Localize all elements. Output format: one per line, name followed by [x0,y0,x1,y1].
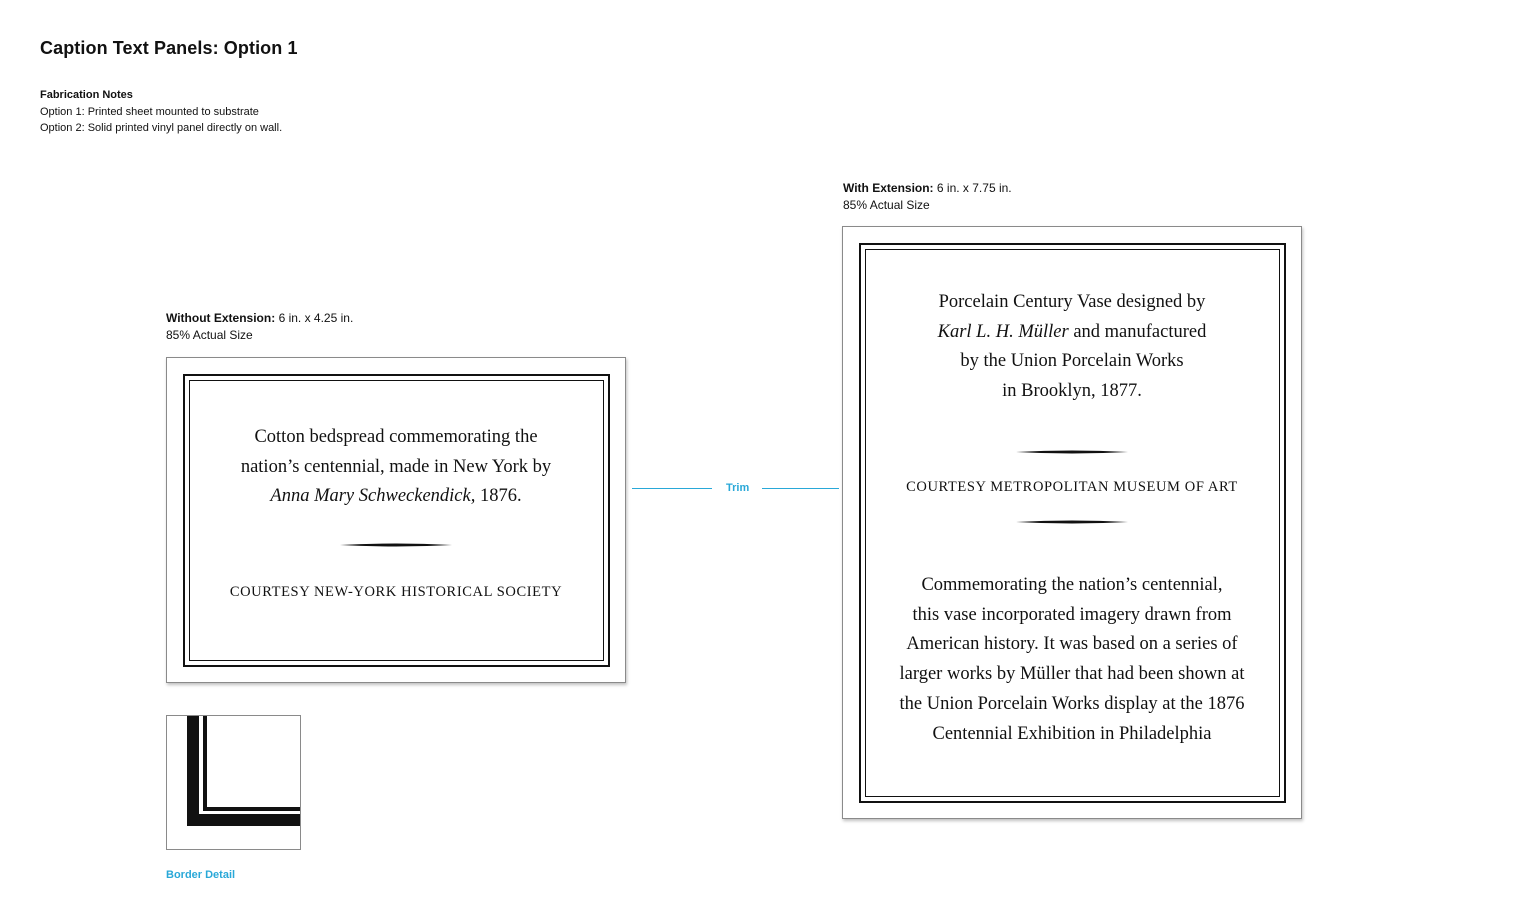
large-panel-body-line-4: larger works by Müller that had been shown at [899,664,1245,685]
large-panel-spec-label [843,180,1012,213]
small-panel-spec-label [166,310,353,343]
small-panel-scale: 85% Actual Size [166,327,253,342]
large-panel-scale: 85% Actual Size [843,197,930,212]
large-panel-caption-line-4: in Brooklyn, 1877. [1002,381,1142,402]
large-panel-body-line-2: this vase incorporated imagery drawn from [912,604,1232,625]
large-panel-ornament-divider-bottom [1016,519,1128,525]
large-panel-caption-line-2-rest: and manufactured [1068,321,1207,342]
fabrication-notes [40,87,282,137]
small-caption-panel [166,357,626,683]
large-panel-body-line-1: Commemorating the nation’s centennial, [921,575,1223,595]
small-panel-ornament-divider [340,542,452,548]
small-panel-caption-line-1: Cotton bedspread commemorating the [254,427,538,447]
small-panel-frame [183,374,610,667]
large-panel-body-line-6: Centennial Exhibition in Philadelphia [932,723,1212,744]
small-panel-credit: COURTESY NEW-YORK HISTORICAL SOCIETY [229,584,563,600]
fabrication-notes-heading: Fabrication Notes [40,89,133,101]
large-panel-caption-line-3: by the Union Porcelain Works [960,351,1184,372]
large-panel-body-line-3: American history. It was based on a series of [906,634,1238,655]
fabrication-note-option-2: Option 2: Solid printed vinyl panel directly on wall. [40,122,283,134]
large-panel-spec-name: With Extension: [843,181,934,195]
trim-line-left [632,488,712,489]
border-detail-swatch [166,715,301,850]
large-panel-credit: COURTESY METROPOLITAN MUSEUM OF ART [906,479,1238,495]
large-caption-panel [842,226,1302,819]
large-panel-caption-line-2 [843,318,1301,348]
trim-line-right [762,488,839,489]
small-panel-artist-name: Anna Mary Schweckendick, [270,486,476,507]
large-panel-body-text [843,571,1301,749]
trim-label: Trim [726,482,750,494]
large-panel-designer-name: Karl L. H. Müller [937,321,1069,342]
border-detail-corner-graphic [167,716,301,850]
border-detail-label: Border Detail [166,869,236,881]
small-panel-spec-size: 6 in. x 4.25 in. [278,311,354,325]
small-panel-caption-line-3 [167,482,625,512]
fabrication-note-option-1: Option 1: Printed sheet mounted to substrate [40,105,259,118]
small-panel-spec-name: Without Extension: [166,311,276,325]
large-panel-body-line-5: the Union Porcelain Works display at the 1876 [899,693,1245,714]
page-title: Caption Text Panels: Option 1 [40,38,298,58]
large-panel-spec-size: 6 in. x 7.75 in. [936,181,1012,195]
small-panel-caption [167,423,625,512]
large-panel-caption [843,288,1301,407]
small-panel-caption-year: 1876. [475,486,522,507]
small-panel-caption-line-2: nation’s centennial, made in New York by [240,456,552,477]
large-panel-ornament-divider-top [1016,449,1128,455]
large-panel-caption-line-1: Porcelain Century Vase designed by [938,292,1206,312]
